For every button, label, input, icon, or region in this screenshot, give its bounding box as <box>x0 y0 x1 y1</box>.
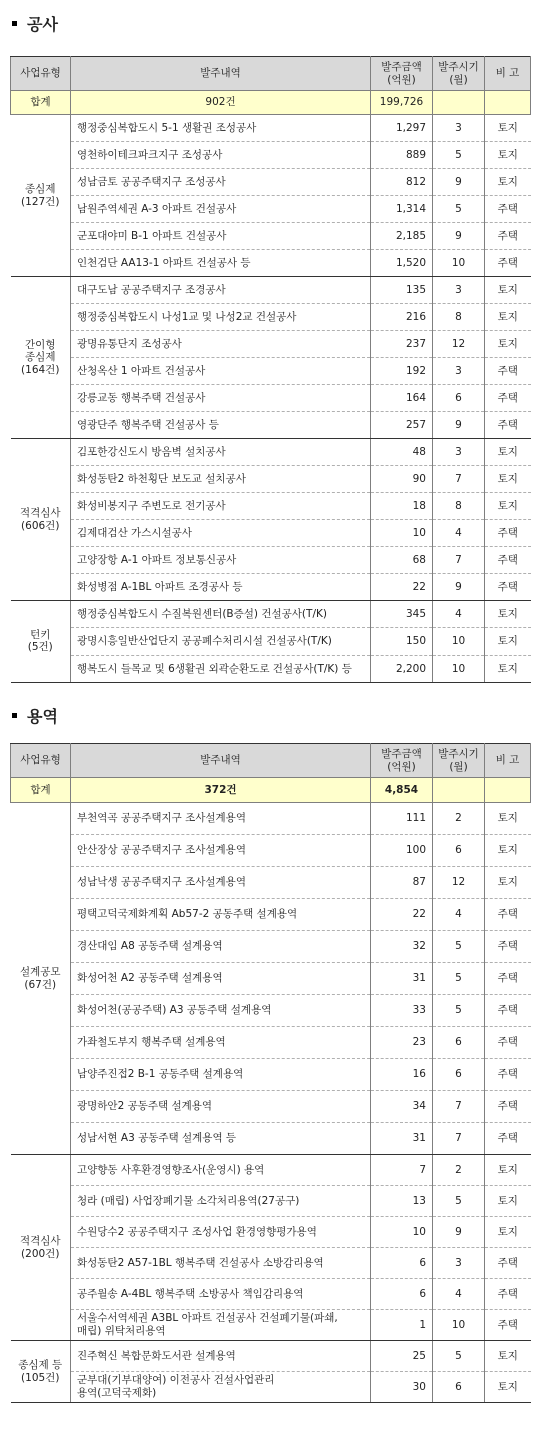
item-amount: 31 <box>371 1123 433 1155</box>
group-label: 적격심사 (200건) <box>11 1155 71 1341</box>
item-description: 영광단주 행복주택 건설공사 등 <box>71 412 371 439</box>
item-month: 3 <box>433 439 485 466</box>
total-label: 합계 <box>11 91 71 115</box>
item-amount: 25 <box>371 1341 433 1372</box>
service-section-title: 용역 <box>12 704 58 726</box>
table-row <box>11 835 531 867</box>
table-row <box>11 466 531 493</box>
group-label: 턴키 (5건) <box>11 601 71 683</box>
item-description: 대구도남 공공주택지구 조경공사 <box>71 277 371 304</box>
item-month: 5 <box>433 963 485 995</box>
table-row <box>11 628 531 655</box>
item-note: 토지 <box>485 628 531 655</box>
total-amount: 199,726 <box>371 91 433 115</box>
table-row <box>11 439 531 466</box>
table-row <box>11 1059 531 1091</box>
item-amount: 18 <box>371 493 433 520</box>
item-note: 주택 <box>485 1027 531 1059</box>
item-description: 행정중심복합도시 나성1교 및 나성2교 건설공사 <box>71 304 371 331</box>
item-note: 주택 <box>485 196 531 223</box>
item-note: 토지 <box>485 466 531 493</box>
item-note: 주택 <box>485 1310 531 1341</box>
table-row <box>11 1217 531 1248</box>
total-label: 합계 <box>11 778 71 803</box>
item-month: 2 <box>433 803 485 835</box>
table-row <box>11 803 531 835</box>
table-row <box>11 169 531 196</box>
item-description: 화성비봉지구 주변도로 전기공사 <box>71 493 371 520</box>
item-month: 8 <box>433 493 485 520</box>
item-amount: 216 <box>371 304 433 331</box>
item-month: 7 <box>433 466 485 493</box>
table-row <box>11 412 531 439</box>
item-note: 토지 <box>485 1341 531 1372</box>
item-description: 공주월송 A-4BL 행복주택 소방공사 책임감리용역 <box>71 1279 371 1310</box>
item-month: 4 <box>433 520 485 547</box>
item-month: 7 <box>433 1123 485 1155</box>
item-month: 2 <box>433 1155 485 1186</box>
item-description: 남원주역세권 A-3 아파트 건설공사 <box>71 196 371 223</box>
item-description: 고양향동 사후환경영향조사(운영시) 용역 <box>71 1155 371 1186</box>
item-description: 성남서현 A3 공동주택 설계용역 등 <box>71 1123 371 1155</box>
item-description: 화성병점 A-1BL 아파트 조경공사 등 <box>71 574 371 601</box>
col-header-month: 발주시기 (월) <box>433 57 485 91</box>
item-amount: 257 <box>371 412 433 439</box>
item-note: 토지 <box>485 1155 531 1186</box>
table-row <box>11 304 531 331</box>
table-row <box>11 963 531 995</box>
item-description: 평택고덕국제화계획 Ab57-2 공동주택 설계용역 <box>71 899 371 931</box>
item-note: 주택 <box>485 223 531 250</box>
item-month: 9 <box>433 412 485 439</box>
item-description: 광명유통단지 조성공사 <box>71 331 371 358</box>
item-amount: 68 <box>371 547 433 574</box>
item-month: 12 <box>433 331 485 358</box>
item-amount: 22 <box>371 574 433 601</box>
item-note: 토지 <box>485 867 531 899</box>
item-amount: 100 <box>371 835 433 867</box>
item-note: 토지 <box>485 655 531 682</box>
group-label: 종심제 (127건) <box>11 115 71 277</box>
square-bullet-icon <box>12 713 17 718</box>
item-note: 토지 <box>485 439 531 466</box>
item-amount: 111 <box>371 803 433 835</box>
item-note: 주택 <box>485 931 531 963</box>
item-month: 5 <box>433 142 485 169</box>
item-amount: 31 <box>371 963 433 995</box>
item-description: 행복도시 들목교 및 6생활권 외곽순환도로 건설공사(T/K) 등 <box>71 655 371 682</box>
item-month: 7 <box>433 547 485 574</box>
item-note: 토지 <box>485 169 531 196</box>
item-description: 안산장상 공공주택지구 조사설계용역 <box>71 835 371 867</box>
item-description: 성남낙생 공공주택지구 조사설계용역 <box>71 867 371 899</box>
table-row <box>11 196 531 223</box>
item-note: 토지 <box>485 835 531 867</box>
item-description: 서울수서역세권 A3BL 아파트 건설공사 건설폐기물(파쇄, 매립) 위탁처리용역 <box>71 1310 371 1341</box>
item-amount: 23 <box>371 1027 433 1059</box>
item-description: 화성어천 A2 공동주택 설계용역 <box>71 963 371 995</box>
table-row <box>11 250 531 277</box>
item-month: 10 <box>433 655 485 682</box>
item-month: 5 <box>433 1341 485 1372</box>
item-note: 주택 <box>485 250 531 277</box>
item-note: 주택 <box>485 385 531 412</box>
item-note: 주택 <box>485 1091 531 1123</box>
item-note: 토지 <box>485 803 531 835</box>
item-amount: 237 <box>371 331 433 358</box>
item-month: 3 <box>433 1248 485 1279</box>
item-description: 성남금토 공공주택지구 조성공사 <box>71 169 371 196</box>
total-count: 372건 <box>71 778 371 803</box>
item-description: 가좌철도부지 행복주택 설계용역 <box>71 1027 371 1059</box>
total-amount: 4,854 <box>371 778 433 803</box>
item-amount: 1,297 <box>371 115 433 142</box>
item-amount: 1 <box>371 1310 433 1341</box>
item-amount: 7 <box>371 1155 433 1186</box>
item-amount: 345 <box>371 601 433 628</box>
item-amount: 2,185 <box>371 223 433 250</box>
table-row <box>11 331 531 358</box>
item-description: 화성동탄2 하천횡단 보도교 설치공사 <box>71 466 371 493</box>
item-month: 5 <box>433 196 485 223</box>
item-amount: 10 <box>371 520 433 547</box>
item-amount: 889 <box>371 142 433 169</box>
item-month: 9 <box>433 169 485 196</box>
item-note: 토지 <box>485 277 531 304</box>
item-amount: 32 <box>371 931 433 963</box>
item-description: 김제대검산 가스시설공사 <box>71 520 371 547</box>
total-note-empty <box>485 91 531 115</box>
group-label: 설계공모 (67건) <box>11 803 71 1155</box>
item-note: 토지 <box>485 331 531 358</box>
item-note: 주택 <box>485 520 531 547</box>
item-description: 부천역곡 공공주택지구 조사설계용역 <box>71 803 371 835</box>
service-table <box>10 743 531 1403</box>
total-month-empty <box>433 91 485 115</box>
total-row <box>11 778 531 803</box>
item-amount: 34 <box>371 1091 433 1123</box>
table-row <box>11 1341 531 1372</box>
item-month: 6 <box>433 1372 485 1403</box>
square-bullet-icon <box>12 21 17 26</box>
header-row <box>11 57 531 91</box>
item-note: 주택 <box>485 1279 531 1310</box>
item-description: 산청옥산 1 아파트 건설공사 <box>71 358 371 385</box>
item-month: 6 <box>433 1027 485 1059</box>
total-month-empty <box>433 778 485 803</box>
item-month: 9 <box>433 574 485 601</box>
construction-section-title: 공사 <box>12 12 58 34</box>
item-note: 주택 <box>485 574 531 601</box>
col-header-type: 사업유형 <box>11 57 71 91</box>
item-amount: 812 <box>371 169 433 196</box>
item-description: 화성동탄2 A57-1BL 행복주택 건설공사 소방감리용역 <box>71 1248 371 1279</box>
item-note: 주택 <box>485 995 531 1027</box>
item-month: 6 <box>433 1059 485 1091</box>
table-row <box>11 1372 531 1403</box>
item-month: 12 <box>433 867 485 899</box>
item-note: 토지 <box>485 601 531 628</box>
col-header-amount: 발주금액 (억원) <box>371 744 433 778</box>
item-month: 3 <box>433 115 485 142</box>
item-description: 진주혁신 복합문화도서관 설계용역 <box>71 1341 371 1372</box>
item-amount: 1,314 <box>371 196 433 223</box>
table-row <box>11 1310 531 1341</box>
item-month: 6 <box>433 835 485 867</box>
table-row <box>11 547 531 574</box>
table-row <box>11 1279 531 1310</box>
item-note: 토지 <box>485 142 531 169</box>
item-month: 4 <box>433 899 485 931</box>
item-amount: 10 <box>371 1217 433 1248</box>
item-note: 주택 <box>485 1123 531 1155</box>
item-month: 5 <box>433 1186 485 1217</box>
header-row <box>11 744 531 778</box>
item-amount: 33 <box>371 995 433 1027</box>
table-row <box>11 1091 531 1123</box>
total-count: 902건 <box>71 91 371 115</box>
item-month: 10 <box>433 1310 485 1341</box>
item-note: 주택 <box>485 358 531 385</box>
table-row <box>11 358 531 385</box>
item-note: 주택 <box>485 1248 531 1279</box>
table-row <box>11 931 531 963</box>
item-description: 광명하안2 공동주택 설계용역 <box>71 1091 371 1123</box>
item-description: 김포한강신도시 방음벽 설치공사 <box>71 439 371 466</box>
item-description: 군포대야미 B-1 아파트 건설공사 <box>71 223 371 250</box>
table-row <box>11 995 531 1027</box>
item-amount: 22 <box>371 899 433 931</box>
total-note-empty <box>485 778 531 803</box>
item-month: 5 <box>433 931 485 963</box>
item-description: 행정중심복합도시 5-1 생활권 조성공사 <box>71 115 371 142</box>
item-amount: 16 <box>371 1059 433 1091</box>
item-amount: 6 <box>371 1279 433 1310</box>
item-month: 9 <box>433 1217 485 1248</box>
item-description: 영천하이테크파크지구 조성공사 <box>71 142 371 169</box>
table-row <box>11 899 531 931</box>
col-header-desc: 발주내역 <box>71 744 371 778</box>
total-row <box>11 91 531 115</box>
item-note: 주택 <box>485 412 531 439</box>
item-note: 토지 <box>485 115 531 142</box>
item-note: 주택 <box>485 1059 531 1091</box>
item-description: 남양주진접2 B-1 공동주택 설계용역 <box>71 1059 371 1091</box>
table-row <box>11 493 531 520</box>
item-description: 인천검단 AA13-1 아파트 건설공사 등 <box>71 250 371 277</box>
item-month: 3 <box>433 358 485 385</box>
col-header-note: 비 고 <box>485 744 531 778</box>
item-description: 행정중심복합도시 수질복원센터(B증설) 건설공사(T/K) <box>71 601 371 628</box>
item-description: 수원당수2 공공주택지구 조성사업 환경영향평가용역 <box>71 1217 371 1248</box>
item-month: 10 <box>433 250 485 277</box>
table-row <box>11 867 531 899</box>
construction-table <box>10 56 531 683</box>
col-header-type: 사업유형 <box>11 744 71 778</box>
table-row <box>11 277 531 304</box>
item-note: 주택 <box>485 899 531 931</box>
table-row <box>11 223 531 250</box>
item-amount: 164 <box>371 385 433 412</box>
table-row <box>11 1123 531 1155</box>
item-month: 6 <box>433 385 485 412</box>
item-note: 주택 <box>485 547 531 574</box>
item-month: 4 <box>433 601 485 628</box>
item-month: 4 <box>433 1279 485 1310</box>
table-row <box>11 1248 531 1279</box>
item-amount: 48 <box>371 439 433 466</box>
table-row <box>11 1027 531 1059</box>
col-header-desc: 발주내역 <box>71 57 371 91</box>
col-header-note: 비 고 <box>485 57 531 91</box>
table-row <box>11 601 531 628</box>
item-amount: 90 <box>371 466 433 493</box>
item-note: 토지 <box>485 493 531 520</box>
item-description: 광명시흥일반산업단지 공공폐수처리시설 건설공사(T/K) <box>71 628 371 655</box>
item-note: 토지 <box>485 1186 531 1217</box>
item-note: 토지 <box>485 1372 531 1403</box>
item-amount: 192 <box>371 358 433 385</box>
item-month: 10 <box>433 628 485 655</box>
table-row <box>11 142 531 169</box>
item-note: 토지 <box>485 1217 531 1248</box>
item-note: 주택 <box>485 963 531 995</box>
col-header-month: 발주시기 (월) <box>433 744 485 778</box>
item-amount: 13 <box>371 1186 433 1217</box>
item-description: 군부대(기부대양여) 이전공사 건설사업관리 용역(고덕국제화) <box>71 1372 371 1403</box>
item-description: 청라 (매립) 사업장폐기물 소각처리용역(27공구) <box>71 1186 371 1217</box>
item-amount: 150 <box>371 628 433 655</box>
item-month: 3 <box>433 277 485 304</box>
item-month: 8 <box>433 304 485 331</box>
item-description: 경산대임 A8 공동주택 설계용역 <box>71 931 371 963</box>
table-row <box>11 655 531 682</box>
item-description: 고양장항 A-1 아파트 정보통신공사 <box>71 547 371 574</box>
table-row <box>11 115 531 142</box>
item-month: 9 <box>433 223 485 250</box>
table-row <box>11 520 531 547</box>
item-amount: 135 <box>371 277 433 304</box>
item-amount: 6 <box>371 1248 433 1279</box>
item-description: 강릉교동 행복주택 건설공사 <box>71 385 371 412</box>
group-label: 간이형 종심제 (164건) <box>11 277 71 439</box>
item-amount: 87 <box>371 867 433 899</box>
table-row <box>11 1186 531 1217</box>
item-note: 토지 <box>485 304 531 331</box>
table-row <box>11 1155 531 1186</box>
table-row <box>11 385 531 412</box>
item-amount: 30 <box>371 1372 433 1403</box>
item-amount: 1,520 <box>371 250 433 277</box>
item-description: 화성어천(공공주택) A3 공동주택 설계용역 <box>71 995 371 1027</box>
item-amount: 2,200 <box>371 655 433 682</box>
item-month: 7 <box>433 1091 485 1123</box>
group-label: 종심제 등 (105건) <box>11 1341 71 1403</box>
col-header-amount: 발주금액 (억원) <box>371 57 433 91</box>
table-row <box>11 574 531 601</box>
group-label: 적격심사 (606건) <box>11 439 71 601</box>
item-month: 5 <box>433 995 485 1027</box>
